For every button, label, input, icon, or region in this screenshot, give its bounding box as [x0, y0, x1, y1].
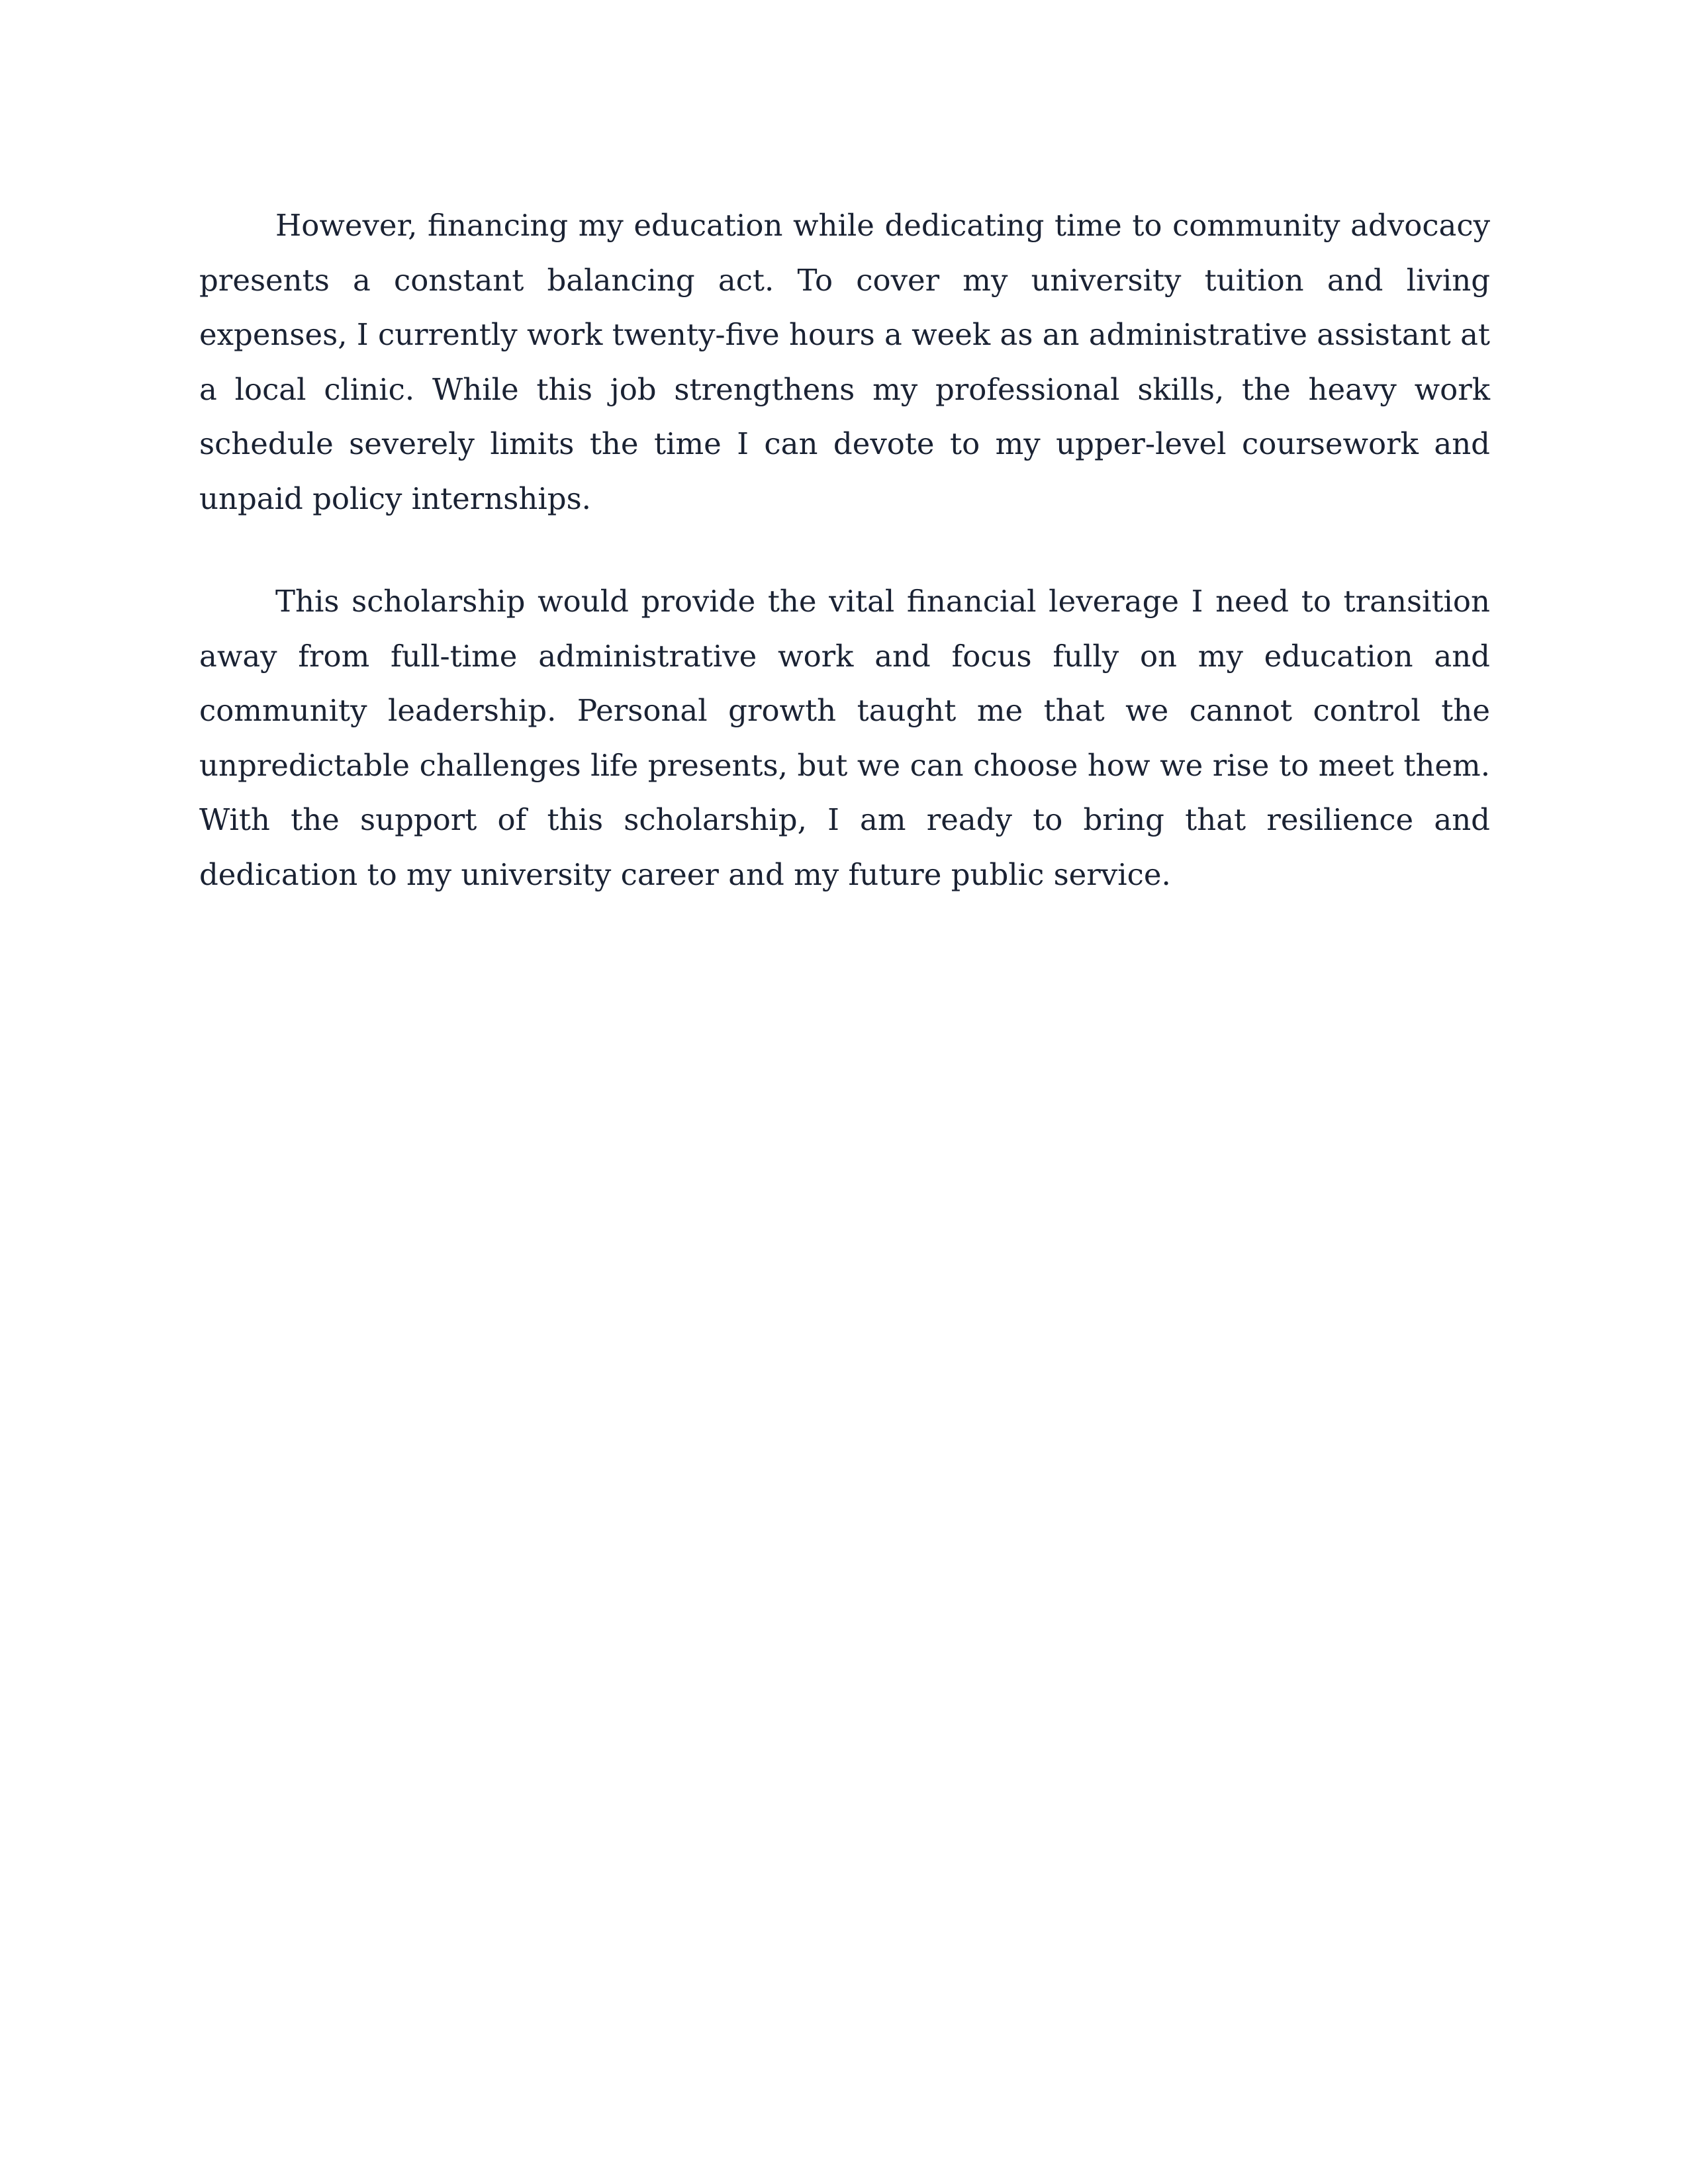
essay-body: [199, 199, 1490, 902]
paragraph-financing: However, financing my education while dedicating time to community advocacy presents a constant balancing act. To cover my university tuition and living expenses, I currently work twenty-five hours a week as an administrative assistant at a local clinic. While this job strengthens my professional skills, the heavy work schedule severely limits the time I can devote to my upper-level coursework and unpaid policy internships.: [199, 208, 1490, 516]
paragraph-scholarship: This scholarship would provide the vital financial leverage I need to transition away from full-time administrative work and focus fully on my education and community leadership. Personal growth taught me that we cannot control the unpredictable challenges life presents, but we can choose how we rise to meet them. With the support of this scholarship, I am ready to bring that resilience and dedication to my university career and my future public service.: [199, 584, 1490, 892]
